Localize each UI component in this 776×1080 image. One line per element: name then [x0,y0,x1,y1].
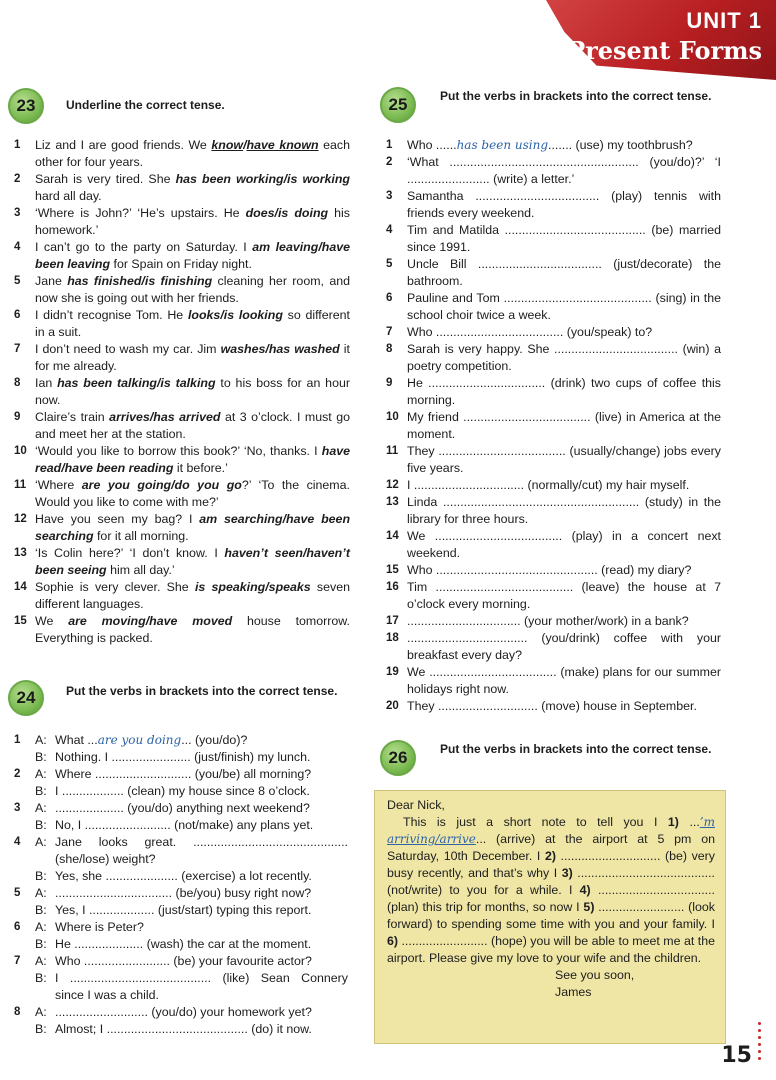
speaker: A: [35,801,47,815]
dialogue-line [14,817,348,834]
speaker: A: [35,886,47,900]
item-number: 17 [386,615,399,627]
speaker: B: [35,750,47,764]
item-number: 4 [14,241,21,253]
dialogue-text: Where ............................ (you/be) all morning? [55,767,312,781]
option-1[interactable]: am searching [199,512,283,526]
item-number: 20 [386,700,399,712]
dialogue-text: No, I ......................... (not/make) any plans yet. [55,818,314,832]
speaker: A: [35,920,47,934]
option-2[interactable]: is looking [223,308,283,322]
dialogue-line [14,936,348,953]
item-number: 8 [14,377,21,389]
option-2[interactable]: has washed [268,342,340,356]
item-number: 2 [14,173,21,185]
dialogue-line [14,800,348,817]
speaker: A: [35,954,47,968]
handwritten-answer: ’m arriving/arrive [387,815,715,846]
item-number: 8 [386,343,393,355]
dialogue-line [14,834,348,868]
dialogue-line [14,902,348,919]
item-number: 6 [14,309,21,321]
item-text: Linda ......................................................... (study) in the library for three hours. [407,495,721,526]
item-text: Have you seen my bag? I am searching/have been searching for it all morning. [35,512,351,543]
list-item [386,324,721,341]
item-text: ................................. (your mother/work) in a bank? [407,614,689,628]
exercise-25-list [386,137,721,715]
item-text: They ..................................... (usually/change) jobs every five years. [407,444,721,475]
option-1[interactable]: has been working [175,172,284,186]
exercise-number-badge: 25 [380,87,416,123]
speaker: B: [35,784,47,798]
item-number: 13 [14,547,27,559]
option-2[interactable]: is finishing [144,274,213,288]
item-text: I ................................ (normally/cut) my hair myself. [407,478,690,492]
item-number: 12 [386,479,399,491]
item-number: 10 [386,411,399,423]
exercise-23-header [8,88,225,124]
letter-body: This is just a short note to tell you I 1) ...’m arriving/arrive... (arrive) at the airport at 5 pm on Saturday, 10th December. I 2) ............................. (be) very busy recently, and that’s why I 3) ........................................ (not/write) to you for a while. I 4) .................................. (plan) this trip for months, so now I 5) ......................... (look forward) to spending some time with you and your family. I 6) ......................... (hope) you will be able to meet me at the airport. Please give my love to your wife and the children. [387,815,716,965]
item-number: 15 [14,615,27,627]
option-2[interactable]: have moved [149,614,233,628]
list-item [386,664,721,698]
speaker: B: [35,903,47,917]
list-item [14,443,350,477]
item-text: Tim and Matilda ......................................... (be) married since 1991. [407,223,721,254]
dialogue-text: Yes, I ................... (just/start) typing this report. [55,903,312,917]
option-2[interactable]: is working [287,172,350,186]
list-item [386,341,721,375]
option-1[interactable]: arrives [109,410,150,424]
item-number: 7 [14,343,21,355]
list-item [386,579,721,613]
dialogue-line [14,885,348,902]
speaker: B: [35,971,47,985]
option-1[interactable]: have read [35,444,350,475]
list-item [386,443,721,477]
list-item [14,579,350,613]
option-1[interactable]: has finished [67,274,142,288]
letter-closing: See you soon, [555,968,635,982]
dialogue-text: What ...are you doing... (you/do)? [55,733,248,747]
speaker: A: [35,733,47,747]
dialogue-line [14,1021,348,1038]
dialogue-text: Yes, she ..................... (exercise) a lot recently. [55,869,312,883]
exercise-instruction: Put the verbs in brackets into the correct tense. [66,684,338,698]
option-1[interactable]: are you going [81,478,172,492]
item-text: He .................................. (drink) two cups of coffee this morning. [407,376,721,407]
dialogue-line [14,749,348,766]
item-text: Jane has finished/is finishing cleaning her room, and now she is going out with her friends. [35,274,350,305]
list-item [386,528,721,562]
speaker: B: [35,818,47,832]
exercise-25-header [380,87,732,123]
dialogue-text: .................................. (be/you) busy right now? [55,886,312,900]
exercise-26-header [380,740,732,776]
list-item [14,341,350,375]
item-number: 6 [386,292,393,304]
list-item [14,409,350,443]
list-item [14,375,350,409]
item-number: 5 [14,887,21,899]
speaker: B: [35,869,47,883]
item-number: 2 [14,768,21,780]
option-1[interactable]: does [245,206,275,220]
exercise-number-badge: 26 [380,740,416,776]
item-number [14,902,35,919]
list-item [386,494,721,528]
item-text: Sophie is very clever. She is speaking/speaks seven different languages. [35,580,350,611]
letter-greeting: Dear Nick, [387,798,445,812]
item-number: 8 [14,1006,21,1018]
list-item [14,511,350,545]
option-2[interactable]: speaks [268,580,311,594]
item-number: 9 [14,411,21,423]
dialogue-text: Almost; I ......................................... (do) it now. [55,1022,312,1036]
item-number [14,817,35,834]
dialogue-line [14,953,348,970]
dialogue-line [14,919,348,936]
item-number: 14 [14,581,27,593]
exercise-24-header [8,680,356,716]
option-2[interactable]: is talking [160,376,216,390]
dialogue-text: ........................... (you/do) your homework yet? [55,1005,312,1019]
item-text: Uncle Bill .................................... (just/decorate) the bathroom. [407,257,721,288]
item-number: 7 [386,326,393,338]
list-item [386,137,721,154]
item-text: We ..................................... (make) plans for our summer holidays right now. [407,665,721,696]
item-number: 11 [386,445,399,457]
item-number [14,749,35,766]
item-text: Who ......has been using....... (use) my toothbrush? [407,138,693,152]
letter-card [374,790,726,1044]
exercise-instruction: Put the verbs in brackets into the correct tense. [440,89,712,103]
dialogue-line [14,766,348,783]
item-number: 15 [386,564,399,576]
option-2[interactable]: have been leaving [35,240,351,271]
list-item [14,307,350,341]
item-text: I can’t go to the party on Saturday. I am leaving/have been leaving for Spain on Friday night. [35,240,351,271]
item-text: Claire’s train arrives/has arrived at 3 o’clock. I must go and meet her at the station. [35,410,350,441]
list-item [14,239,350,273]
item-text: ‘Where is John?’ ‘He’s upstairs. He does/is doing his homework.’ [35,206,350,237]
option-1[interactable]: haven’t seen [224,546,303,560]
item-text: I don’t need to wash my car. Jim washes/has washed it for me already. [35,342,351,373]
dialogue-text: I ......................................... (like) Sean Connery since I was a child. [55,971,348,1002]
exercise-number-badge: 24 [8,680,44,716]
list-item [386,290,721,324]
item-number [14,936,35,953]
option-1[interactable]: looks [187,308,221,322]
list-item [386,375,721,409]
option-2[interactable]: is doing [277,206,329,220]
item-text: Ian has been talking/is talking to his boss for an hour now. [35,376,350,407]
item-text: ‘Would you like to borrow this book?’ ‘No, thanks. I have read/have been reading it before.’ [35,444,350,475]
item-number [14,868,35,885]
option-1[interactable]: washes [220,342,266,356]
dialogue-text: .................... (you/do) anything next weekend? [55,801,310,815]
exercise-instruction: Put the verbs in brackets into the correct tense. [440,742,712,756]
speaker: A: [35,835,47,849]
list-item [386,409,721,443]
item-number: 3 [14,802,21,814]
item-text: Pauline and Tom ........................................... (sing) in the school choir twice a week. [407,291,721,322]
item-number: 19 [386,666,399,678]
dialogue-line [14,1004,348,1021]
option-1[interactable]: is speaking [194,580,266,594]
option-1[interactable]: am leaving [252,240,319,254]
list-item [14,613,350,647]
list-item [14,477,350,511]
handwritten-answer: has been using [456,138,548,152]
item-text: My friend ..................................... (live) in America at the moment. [407,410,721,441]
list-item [14,273,350,307]
speaker: B: [35,1022,47,1036]
list-item [386,562,721,579]
item-text: Liz and I are good friends. We know/have known each other for four years. [35,138,350,169]
page-dots [758,1022,762,1064]
item-text: Who ............................................... (read) my diary? [407,563,692,577]
dialogue-text: Jane looks great. ............................................. (she/lose) weight? [55,835,348,866]
item-number: 9 [386,377,393,389]
speaker: A: [35,767,47,781]
item-number: 3 [14,207,21,219]
option-2[interactable]: have been searching [35,512,351,543]
dialogue-text: Who ......................... (be) your favourite actor? [55,954,312,968]
dialogue-line [14,970,348,1004]
item-number [14,1021,35,1038]
item-text: ................................... (you/drink) coffee with your breakfast every day? [407,631,721,662]
dialogue-line [14,783,348,800]
option-2[interactable]: haven’t been seeing [35,546,350,577]
list-item [386,630,721,664]
list-item [386,188,721,222]
item-number: 12 [14,513,27,525]
item-number: 4 [386,224,393,236]
exercise-24-dialogues [14,732,348,1038]
exercise-23-list [14,137,350,647]
dialogue-text: Where is Peter? [55,920,144,934]
item-number: 7 [14,955,21,967]
unit-label: UNIT 1 [686,8,762,33]
item-text: We ..................................... (play) in a concert next weekend. [407,529,721,560]
item-number: 14 [386,530,399,542]
unit-title: Present Forms [567,36,762,65]
item-number: 11 [14,479,27,491]
item-text: Samantha .................................... (play) tennis with friends every weekend. [407,189,721,220]
exercise-number-badge: 23 [8,88,44,124]
item-text: We are moving/have moved house tomorrow. Everything is packed. [35,614,350,645]
item-text: Tim ........................................ (leave) the house at 7 o’clock every morning. [407,580,721,611]
item-text: Sarah is very happy. She .................................... (win) a poetry competition. [407,342,721,373]
item-number: 3 [386,190,393,202]
dialogue-line [14,868,348,885]
item-number: 16 [386,581,399,593]
item-number: 10 [14,445,27,457]
item-number: 6 [14,921,21,933]
list-item [14,205,350,239]
list-item [14,137,350,171]
list-item [386,698,721,715]
list-item [386,222,721,256]
item-number: 13 [386,496,399,508]
letter-signature: James [555,985,592,999]
list-item [386,256,721,290]
item-number: 1 [14,734,21,746]
item-text: Sarah is very tired. She has been working/is working hard all day. [35,172,350,203]
dialogue-text: Nothing. I ....................... (just/finish) my lunch. [55,750,311,764]
item-number [14,970,35,1004]
list-item [14,545,350,579]
dialogue-text: I .................. (clean) my house since 8 o’clock. [55,784,310,798]
list-item [386,477,721,494]
option-2[interactable]: have been reading [64,461,174,475]
item-number: 5 [14,275,21,287]
option-1[interactable]: are moving [68,614,146,628]
exercise-instruction: Underline the correct tense. [66,98,225,112]
dialogue-line [14,732,348,749]
speaker: B: [35,937,47,951]
option-2[interactable]: has arrived [153,410,221,424]
item-text: I didn’t recognise Tom. He looks/is looking so different in a suit. [35,308,350,339]
item-number: 4 [14,836,21,848]
option-2[interactable]: do you go [174,478,242,492]
option-1[interactable]: has been talking [57,376,157,390]
handwritten-answer: are you doing [97,733,182,747]
item-number [14,783,35,800]
item-text: They ............................. (move) house in September. [407,699,697,713]
list-item [386,613,721,630]
list-item [386,154,721,188]
item-number: 5 [386,258,393,270]
item-number: 1 [386,139,393,151]
item-text: ‘What ....................................................... (you/do)?’ ‘I ........................ (write) a letter.’ [407,155,721,186]
option-1[interactable]: know [211,138,244,152]
item-number: 18 [386,632,399,644]
list-item [14,171,350,205]
speaker: A: [35,1005,47,1019]
item-text: ‘Where are you going/do you go?’ ‘To the cinema. Would you like to come with me?’ [35,478,350,509]
item-text: ‘Is Colin here?’ ‘I don’t know. I haven’t seen/haven’t been seeing him all day.’ [35,546,350,577]
item-number: 1 [14,139,21,151]
page-number: 15 [721,1043,752,1068]
option-2[interactable]: have known [246,138,319,152]
dialogue-text: He .................... (wash) the car at the moment. [55,937,312,951]
item-number: 2 [386,156,393,168]
item-text: Who ..................................... (you/speak) to? [407,325,653,339]
